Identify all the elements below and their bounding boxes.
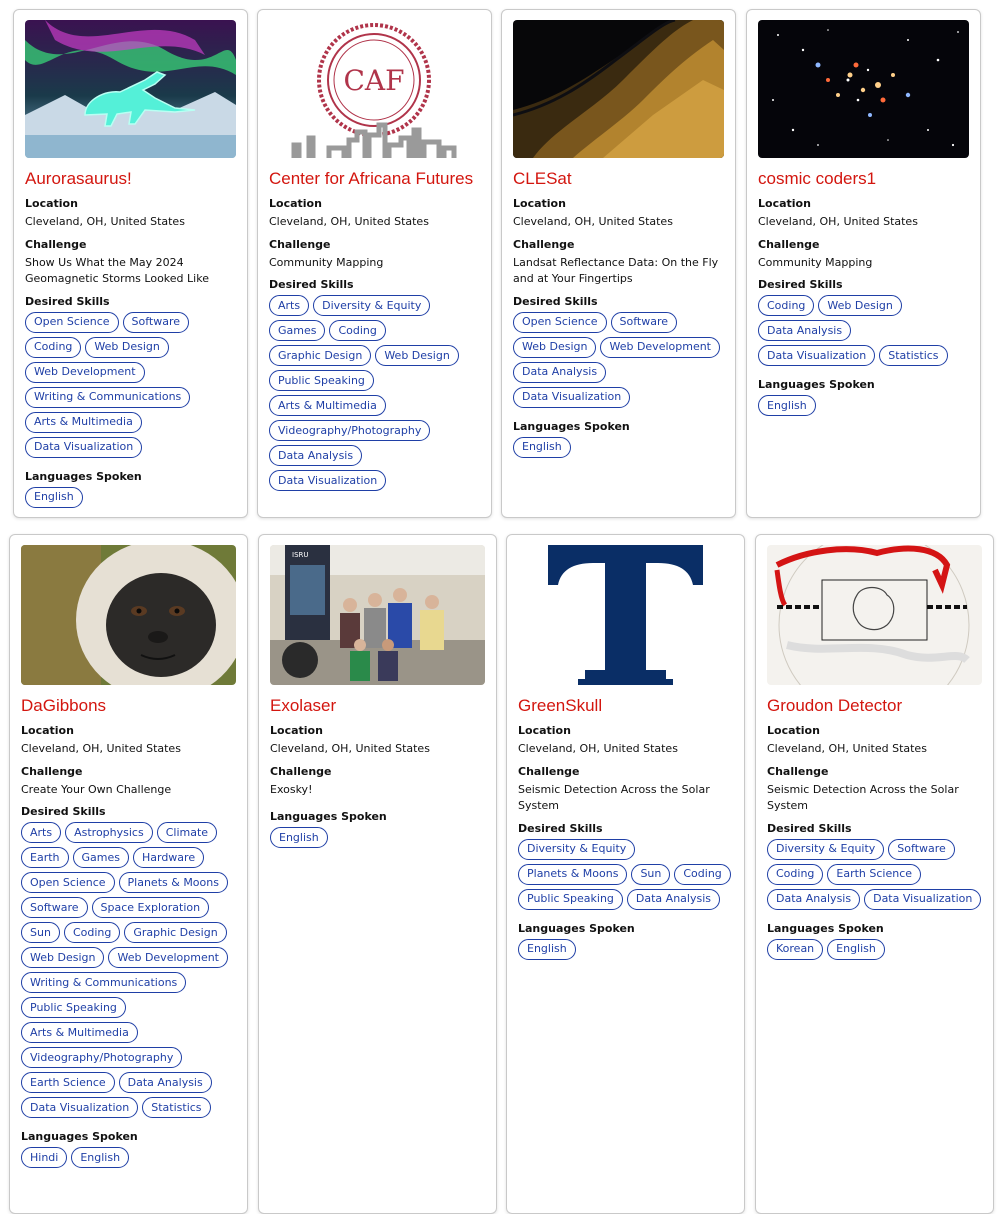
skill-tag[interactable]: Data Visualization — [21, 1097, 138, 1118]
location-label: Location — [25, 197, 78, 210]
team-name[interactable]: Aurorasaurus! — [25, 169, 132, 188]
location-label: Location — [758, 197, 811, 210]
skill-tag[interactable]: Web Development — [600, 337, 720, 358]
team-image-gibbon[interactable] — [21, 545, 236, 685]
skill-tag[interactable]: Coding — [25, 337, 81, 358]
languages-label: Languages Spoken — [25, 469, 142, 483]
skill-tag[interactable]: Public Speaking — [269, 370, 374, 391]
skill-tag[interactable]: Writing & Communications — [21, 972, 186, 993]
skill-tag[interactable]: Graphic Design — [124, 922, 226, 943]
location-value: Cleveland, OH, United States — [25, 215, 185, 228]
language-tag[interactable]: English — [270, 827, 328, 848]
skill-tag[interactable]: Space Exploration — [92, 897, 210, 918]
skill-tag[interactable]: Videography/Photography — [269, 420, 430, 441]
challenge-label: Challenge — [21, 764, 83, 778]
challenge-value: Landsat Reflectance Data: On the Fly and at Your Fingertips — [513, 255, 719, 285]
skill-tag[interactable]: Arts & Multimedia — [269, 395, 386, 416]
team-image-groudon-sketch[interactable] — [767, 545, 982, 685]
language-tag[interactable]: English — [518, 939, 576, 960]
languages-label: Languages Spoken — [758, 378, 875, 391]
team-name[interactable]: Groudon Detector — [767, 696, 903, 715]
skills-list — [518, 839, 733, 910]
location-label: Location — [270, 724, 323, 737]
skills-list — [21, 822, 236, 1118]
skill-tag[interactable]: Software — [21, 897, 88, 918]
skill-tag[interactable]: Data Visualization — [25, 437, 142, 458]
team-card[interactable] — [257, 9, 492, 518]
skill-tag[interactable]: Coding — [674, 864, 730, 885]
team-logo-caf[interactable] — [269, 20, 480, 158]
location-label: Location — [767, 724, 820, 737]
location-value: Cleveland, OH, United States — [513, 215, 673, 228]
team-name[interactable]: Center for Africana Futures — [269, 169, 474, 188]
skill-tag[interactable]: Earth Science — [827, 864, 921, 885]
challenge-label: Challenge — [25, 237, 87, 251]
skill-tag[interactable]: Web Design — [21, 947, 104, 968]
location-value: Cleveland, OH, United States — [518, 742, 678, 755]
languages-list — [270, 827, 485, 848]
team-card[interactable] — [13, 9, 248, 518]
skill-tag[interactable]: Data Analysis — [119, 1072, 212, 1093]
skill-tag[interactable]: Diversity & Equity — [313, 295, 430, 316]
skill-tag[interactable]: Data Analysis — [513, 362, 606, 383]
skill-tag[interactable]: Hardware — [133, 847, 204, 868]
team-name[interactable]: CLESat — [513, 169, 572, 188]
skill-tag[interactable]: Writing & Communications — [25, 387, 190, 408]
skill-tag[interactable]: Videography/Photography — [21, 1047, 182, 1068]
caf-logo-text: CAF — [343, 64, 405, 97]
skills-label: Desired Skills — [513, 294, 598, 308]
skill-tag[interactable]: Planets & Moons — [518, 864, 627, 885]
location-label: Location — [518, 724, 571, 737]
languages-list — [25, 487, 236, 508]
team-card[interactable] — [746, 9, 981, 518]
skill-tag[interactable]: Data Visualization — [269, 470, 386, 491]
skill-tag[interactable]: Public Speaking — [518, 889, 623, 910]
skills-list — [758, 295, 969, 366]
skill-tag[interactable]: Software — [123, 312, 190, 333]
languages-label: Languages Spoken — [767, 921, 884, 935]
team-name[interactable]: GreenSkull — [518, 696, 603, 715]
languages-label: Languages Spoken — [21, 1130, 138, 1143]
skill-tag[interactable]: Earth — [21, 847, 69, 868]
team-image-star-cluster[interactable] — [758, 20, 969, 158]
languages-list — [513, 437, 724, 458]
challenge-value: Seismic Detection Across the Solar System — [518, 782, 710, 812]
challenge-label: Challenge — [269, 237, 331, 251]
skill-tag[interactable]: Graphic Design — [269, 345, 371, 366]
location-label: Location — [269, 197, 322, 210]
challenge-label: Challenge — [767, 764, 829, 778]
skill-tag[interactable]: Software — [611, 312, 678, 333]
skill-tag[interactable]: Web Design — [818, 295, 901, 316]
skill-tag[interactable]: Open Science — [513, 312, 607, 333]
skill-tag[interactable]: Web Design — [513, 337, 596, 358]
skill-tag[interactable]: Games — [269, 320, 325, 341]
language-tag[interactable]: English — [513, 437, 571, 458]
location-label: Location — [513, 197, 566, 210]
languages-label: Languages Spoken — [513, 419, 630, 433]
skill-tag[interactable]: Data Visualization — [513, 387, 630, 408]
skill-tag[interactable]: Public Speaking — [21, 997, 126, 1018]
skill-tag[interactable]: Data Analysis — [767, 889, 860, 910]
challenge-value: Create Your Own Challenge — [21, 782, 172, 796]
languages-list — [767, 939, 982, 960]
language-tag[interactable]: English — [71, 1147, 129, 1168]
challenge-value: Exosky! — [270, 782, 313, 796]
languages-label: Languages Spoken — [518, 921, 635, 935]
language-tag[interactable]: Hindi — [21, 1147, 67, 1168]
skill-tag[interactable]: Diversity & Equity — [518, 839, 635, 860]
isru-sign-text: ISRU — [292, 551, 309, 559]
language-tag[interactable]: English — [25, 487, 83, 508]
team-name[interactable]: Exolaser — [270, 696, 337, 715]
skill-tag[interactable]: Statistics — [142, 1097, 210, 1118]
language-tag[interactable]: English — [827, 939, 885, 960]
skills-list — [269, 295, 480, 491]
skill-tag[interactable]: Web Design — [85, 337, 168, 358]
skill-tag[interactable]: Data Visualization — [758, 345, 875, 366]
location-value: Cleveland, OH, United States — [758, 215, 918, 228]
skill-tag[interactable]: Sun — [21, 922, 60, 943]
skills-list — [767, 839, 982, 910]
skills-list — [513, 312, 724, 408]
location-value: Cleveland, OH, United States — [270, 742, 430, 755]
location-label: Location — [21, 724, 74, 737]
team-card[interactable] — [258, 534, 497, 1214]
skill-tag[interactable]: Coding — [767, 864, 823, 885]
team-logo-trine[interactable] — [518, 545, 733, 685]
languages-list — [518, 939, 733, 960]
skill-tag[interactable]: Games — [73, 847, 129, 868]
language-tag[interactable]: English — [758, 395, 816, 416]
team-card[interactable] — [506, 534, 745, 1214]
team-image-city-lights[interactable] — [513, 20, 724, 158]
languages-list — [758, 395, 969, 416]
skill-tag[interactable]: Web Development — [25, 362, 145, 383]
challenge-label: Challenge — [270, 764, 332, 778]
skill-tag[interactable]: Earth Science — [21, 1072, 115, 1093]
challenge-value: Show Us What the May 2024 Geomagnetic Storms Looked Like — [25, 255, 209, 285]
skill-tag[interactable]: Astrophysics — [65, 822, 153, 843]
skill-tag[interactable]: Arts — [269, 295, 309, 316]
location-value: Cleveland, OH, United States — [21, 742, 181, 755]
skills-label: Desired Skills — [518, 821, 603, 835]
challenge-label: Challenge — [513, 237, 575, 251]
skill-tag[interactable]: Open Science — [21, 872, 115, 893]
skill-tag[interactable]: Data Visualization — [864, 889, 981, 910]
location-value: Cleveland, OH, United States — [767, 742, 927, 755]
team-name[interactable]: cosmic coders1 — [758, 169, 877, 188]
skills-label: Desired Skills — [758, 278, 843, 291]
skill-tag[interactable]: Statistics — [879, 345, 947, 366]
challenge-value: Seismic Detection Across the Solar System — [767, 782, 959, 812]
skill-tag[interactable]: Data Analysis — [269, 445, 362, 466]
team-card[interactable] — [501, 9, 736, 518]
challenge-label: Challenge — [518, 764, 580, 778]
challenge-value: Community Mapping — [269, 255, 384, 269]
skills-label: Desired Skills — [25, 294, 110, 308]
languages-list — [21, 1147, 236, 1168]
skill-tag[interactable]: Sun — [631, 864, 670, 885]
location-value: Cleveland, OH, United States — [269, 215, 429, 228]
language-tag[interactable]: Korean — [767, 939, 823, 960]
skill-tag[interactable]: Open Science — [25, 312, 119, 333]
skills-label: Desired Skills — [269, 278, 354, 291]
skill-tag[interactable]: Diversity & Equity — [767, 839, 884, 860]
skills-label: Desired Skills — [767, 821, 852, 835]
skill-tag[interactable]: Climate — [157, 822, 217, 843]
challenge-label: Challenge — [758, 237, 820, 251]
skill-tag[interactable]: Arts & Multimedia — [25, 412, 142, 433]
team-image-aurora[interactable] — [25, 20, 236, 158]
skill-tag[interactable]: Web Design — [375, 345, 458, 366]
skill-tag[interactable]: Software — [888, 839, 955, 860]
skill-tag[interactable]: Arts & Multimedia — [21, 1022, 138, 1043]
team-card[interactable] — [755, 534, 994, 1214]
skill-tag[interactable]: Data Analysis — [627, 889, 720, 910]
skill-tag[interactable]: Web Development — [108, 947, 228, 968]
skill-tag[interactable]: Coding — [64, 922, 120, 943]
skill-tag[interactable]: Data Analysis — [758, 320, 851, 341]
skills-list — [25, 312, 236, 458]
team-card[interactable] — [9, 534, 248, 1214]
team-name[interactable]: DaGibbons — [21, 696, 107, 715]
skill-tag[interactable]: Coding — [329, 320, 385, 341]
skills-label: Desired Skills — [21, 805, 106, 818]
skill-tag[interactable]: Coding — [758, 295, 814, 316]
skill-tag[interactable]: Arts — [21, 822, 61, 843]
languages-label: Languages Spoken — [270, 810, 387, 823]
team-image-group-photo[interactable] — [270, 545, 485, 685]
skill-tag[interactable]: Planets & Moons — [119, 872, 228, 893]
challenge-value: Community Mapping — [758, 255, 873, 269]
